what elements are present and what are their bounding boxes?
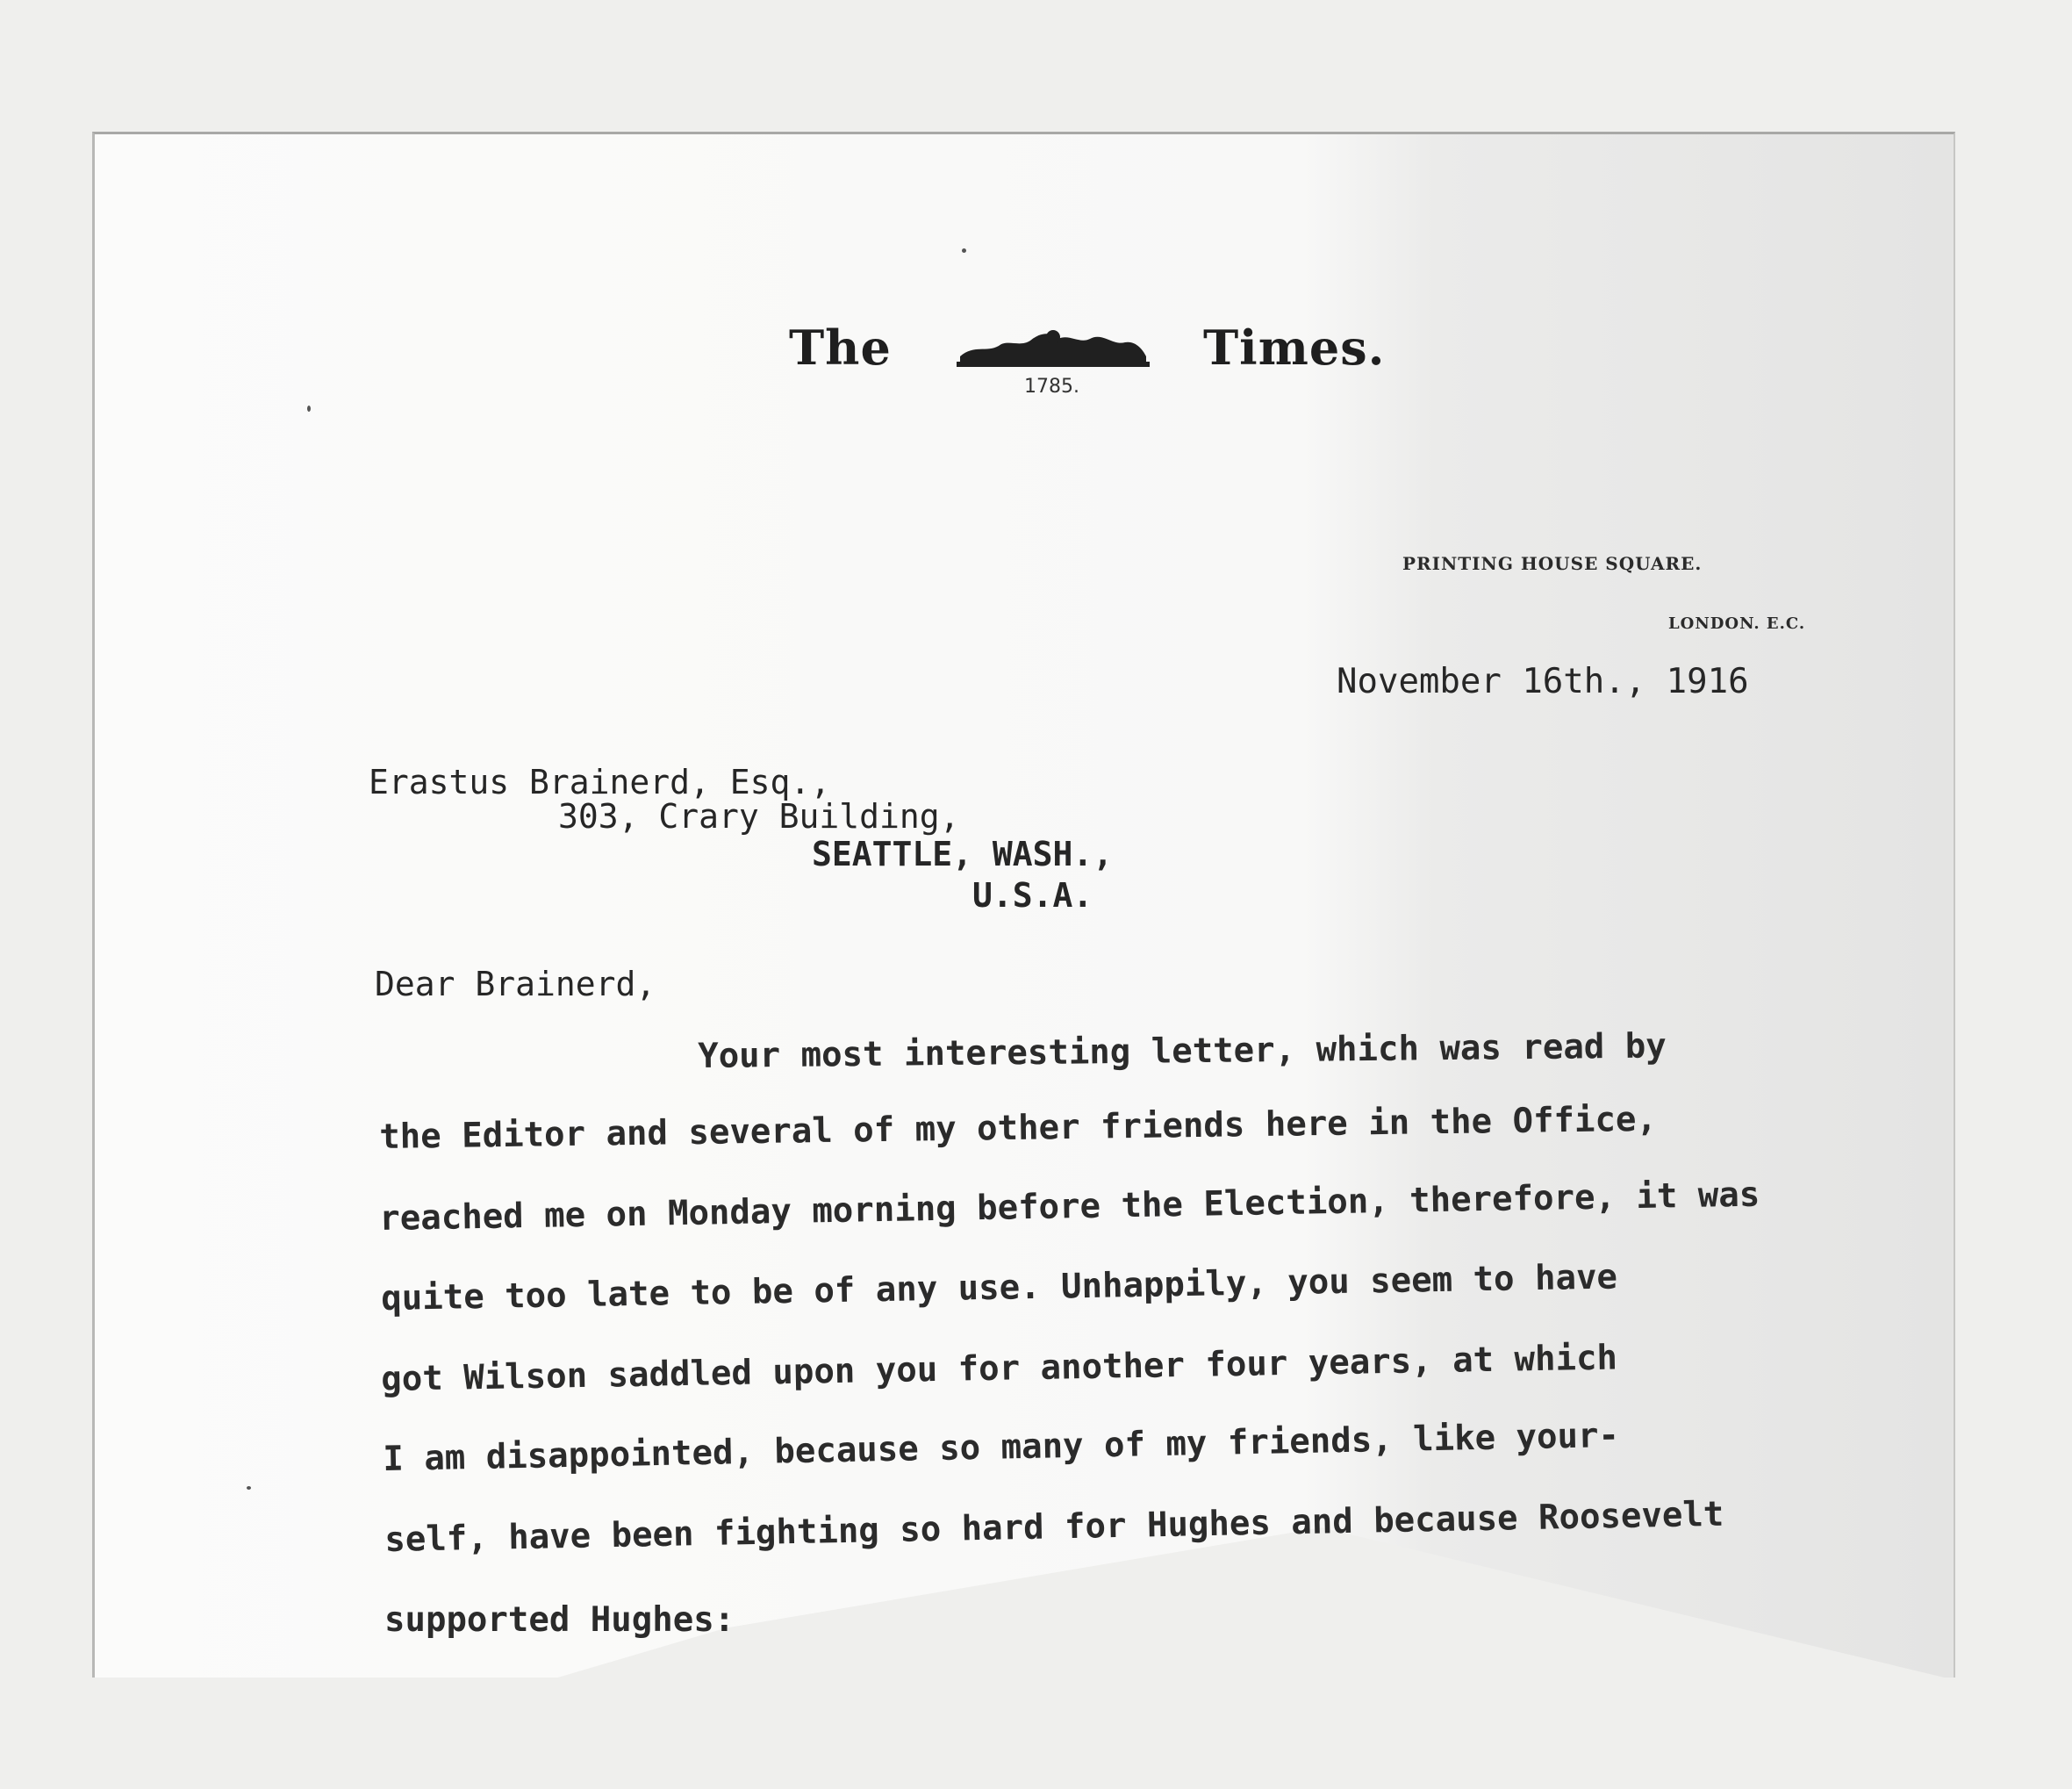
ink-speck bbox=[307, 406, 311, 412]
recipient-country: U.S.A. bbox=[972, 876, 1093, 915]
recipient-street: 303, Crary Building, bbox=[558, 797, 960, 836]
body-line: self, have been fighting so hard for Hughes and because Roosevelt bbox=[384, 1494, 1724, 1560]
recipient-name: Erastus Brainerd, Esq., bbox=[369, 763, 831, 801]
masthead-year: 1785. bbox=[1024, 376, 1079, 398]
recipient-city: SEATTLE, WASH., bbox=[812, 835, 1114, 873]
body-line: supported Hughes: bbox=[384, 1600, 735, 1640]
body-line: reached me on Monday morning before the Election, therefore, it was bbox=[378, 1175, 1760, 1239]
body-line: Your most interesting letter, which was read by bbox=[697, 1026, 1667, 1076]
body-line: got Wilson saddled upon you for another four years, at which bbox=[380, 1338, 1618, 1399]
address-line-2: LONDON. E.C. bbox=[1668, 614, 1806, 633]
royal-crest-icon bbox=[957, 327, 1150, 370]
address-line-1: PRINTING HOUSE SQUARE. bbox=[1402, 553, 1703, 574]
ink-speck bbox=[962, 248, 966, 253]
masthead-times: Times. bbox=[1203, 320, 1386, 376]
letter-date: November 16th., 1916 bbox=[1337, 662, 1749, 701]
masthead-the: The bbox=[789, 320, 892, 376]
body-line: the Editor and several of my other friends here in the Office, bbox=[378, 1099, 1658, 1157]
ink-speck bbox=[247, 1486, 251, 1490]
body-line: quite too late to be of any use. Unhappily, you seem to have bbox=[380, 1257, 1618, 1318]
masthead bbox=[785, 320, 1386, 407]
body-line: I am disappointed, because so many of my friends, like your- bbox=[382, 1415, 1620, 1479]
salutation: Dear Brainerd, bbox=[375, 965, 656, 1003]
